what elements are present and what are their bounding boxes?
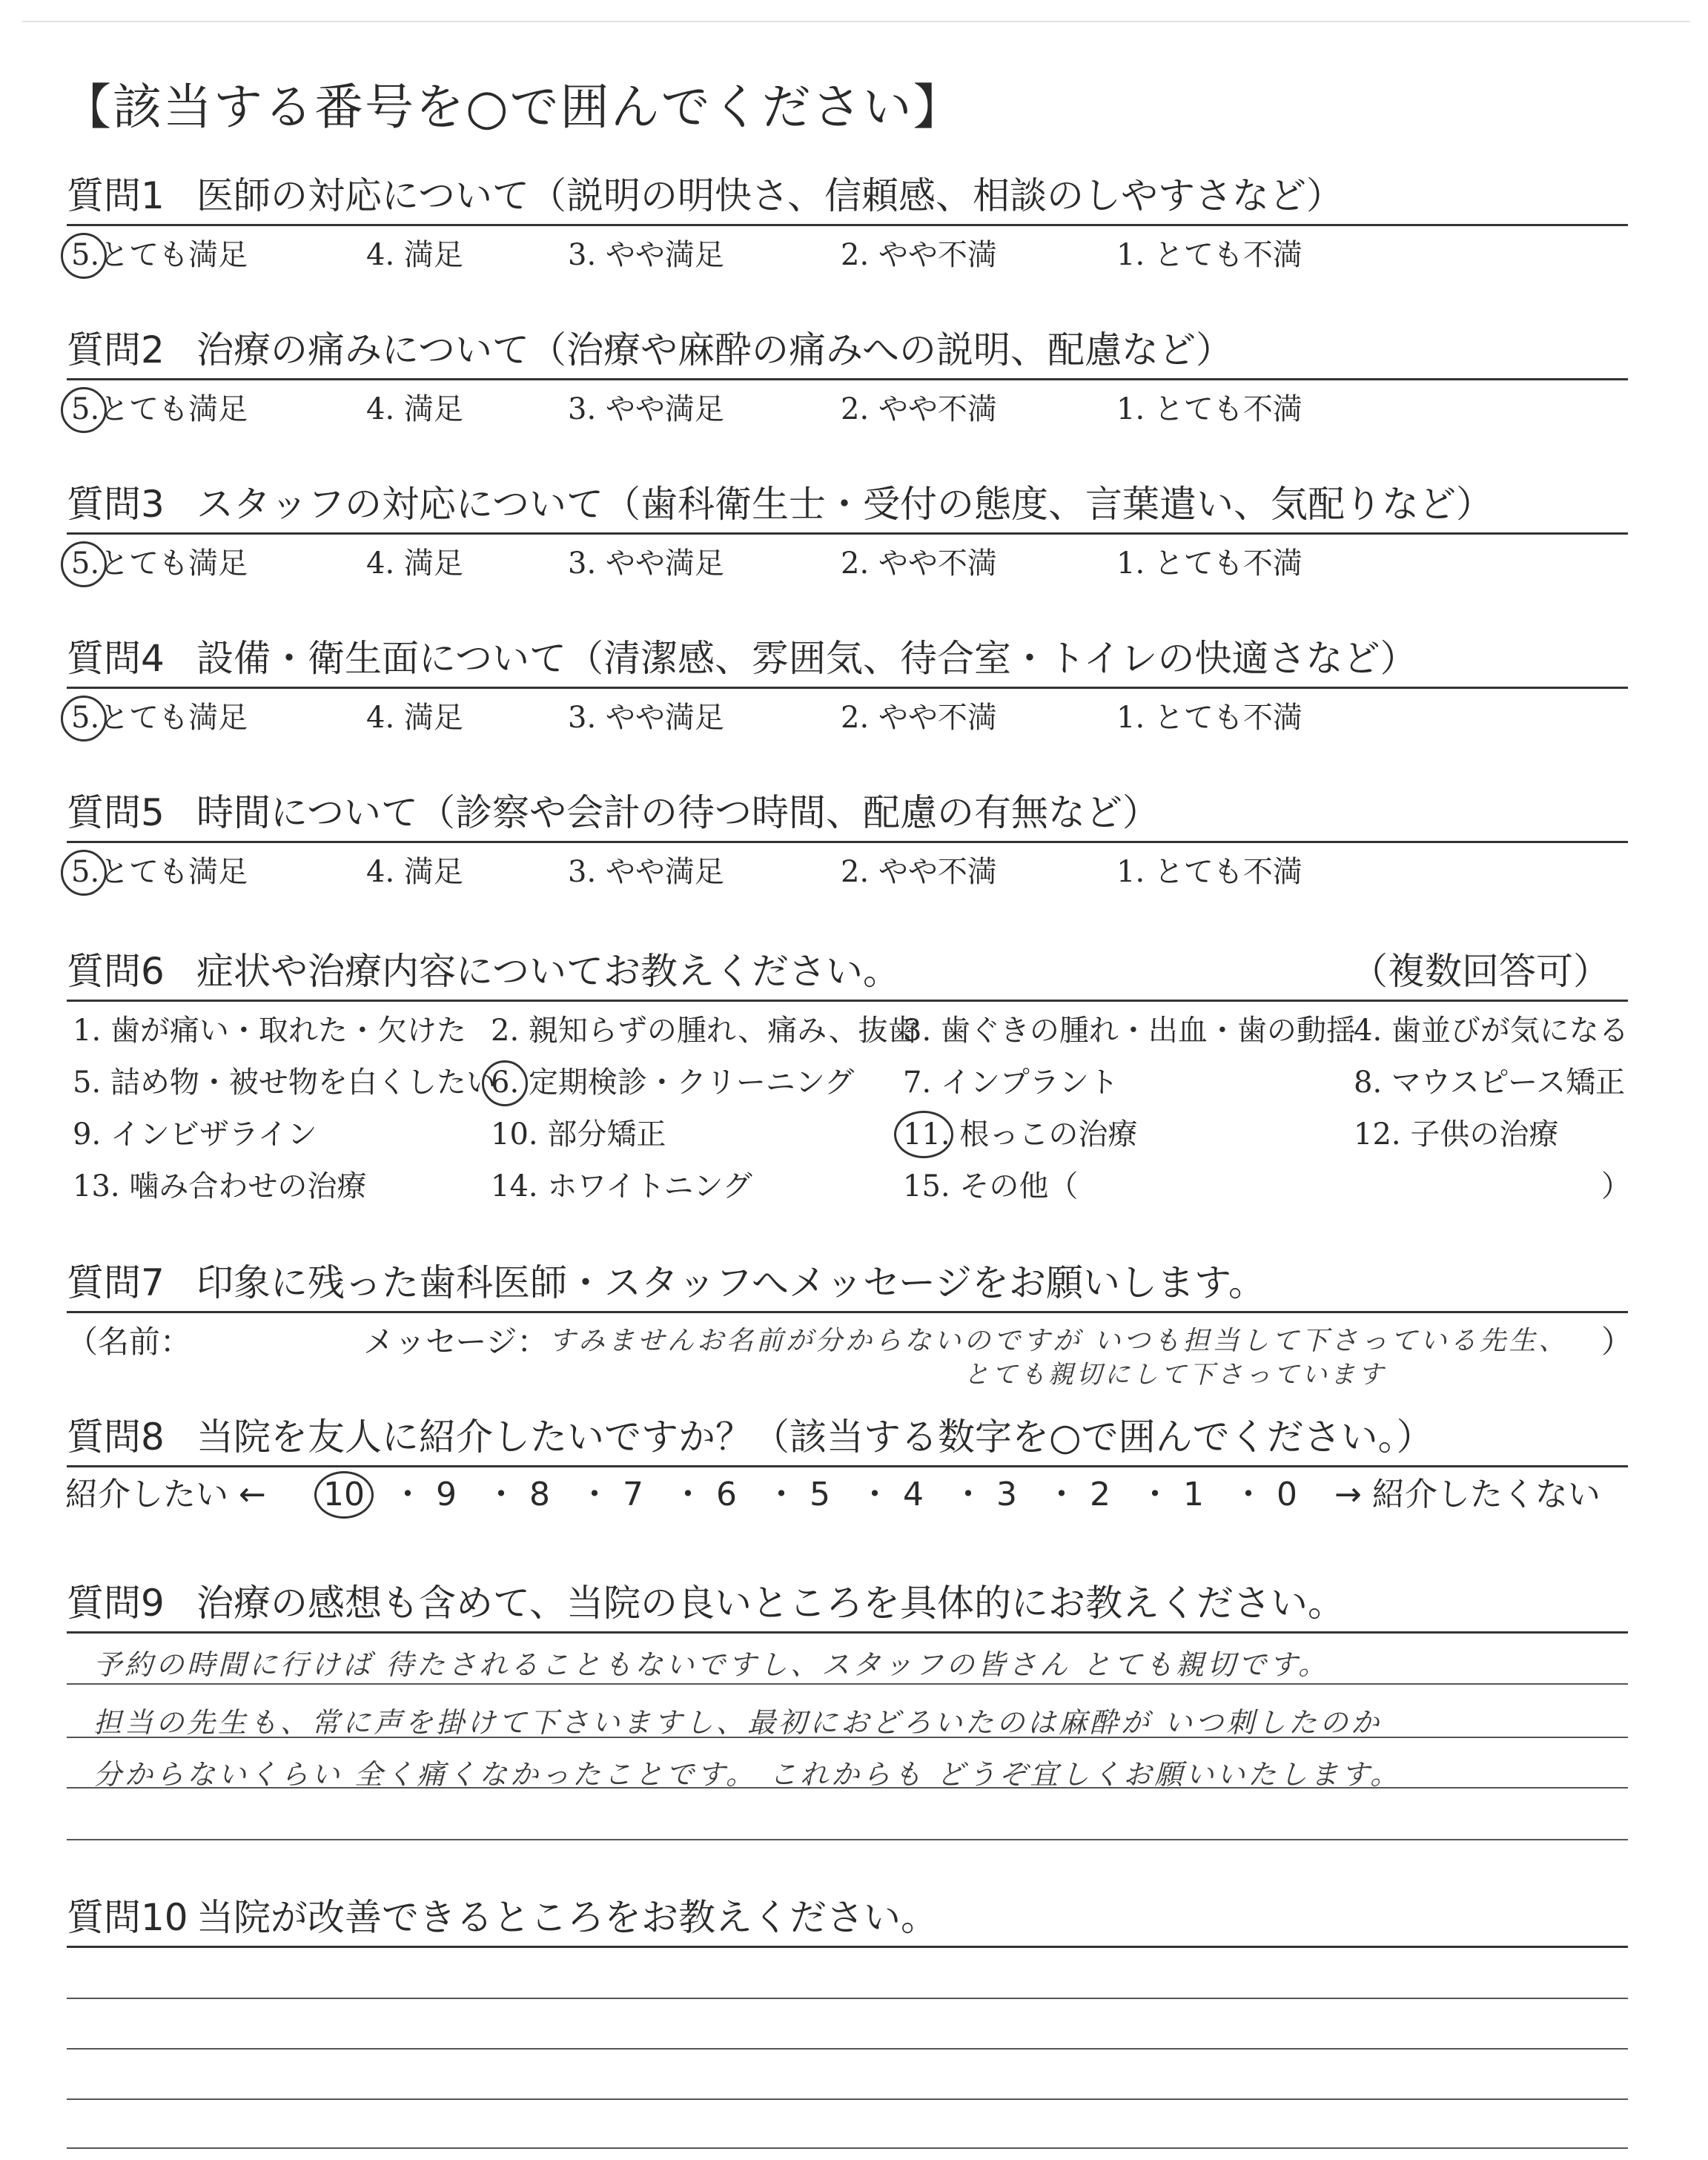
rating-options-3 (67, 543, 1628, 587)
divider (67, 1631, 1628, 1634)
option-3[interactable]: 3. やや満足 (568, 392, 724, 426)
scale-dot: ・ (1232, 1476, 1265, 1513)
other-close-paren: ） (1601, 1169, 1631, 1203)
scale-5[interactable]: 5 (810, 1476, 830, 1513)
question-text: 治療の痛みについて（治療や麻酔の痛みへの説明、配慮など） (196, 328, 1233, 371)
option-2[interactable]: 2. やや不満 (841, 546, 997, 581)
handwritten-answer-line-1: 予約の時間に行けば 待たされることもないですし、スタッフの皆さん とても親切です。 (93, 1648, 1330, 1681)
option-1[interactable]: 1. とても不満 (1116, 546, 1302, 581)
answer-line (67, 1839, 1628, 1840)
option-4[interactable]: 4. 満足 (366, 238, 463, 272)
question-1 (67, 172, 1343, 219)
top-border (22, 21, 1690, 22)
option-5[interactable]: 5.とても満足 (71, 392, 248, 426)
option-3[interactable]: 3. やや満足 (568, 701, 724, 735)
treatment-option-11[interactable]: 11. 根っこの治療 (903, 1117, 1138, 1152)
rating-options-4 (67, 697, 1628, 742)
option-2[interactable]: 2. やや不満 (841, 392, 997, 426)
treatment-option-3[interactable]: 3. 歯ぐきの腫れ・出血・歯の動揺 (903, 1014, 1356, 1048)
question-text: スタッフの対応について（歯科衛生士・受付の態度、言葉遣い、気配りなど） (196, 483, 1493, 526)
question-10 (67, 1894, 938, 1941)
answer-line (67, 1787, 1628, 1789)
treatment-option-13[interactable]: 13. 噛み合わせの治療 (73, 1169, 367, 1203)
scale-6[interactable]: 6 (716, 1476, 737, 1513)
treatment-option-8[interactable]: 8. マウスピース矯正 (1354, 1066, 1626, 1100)
question-text: 治療の感想も含めて、当院の良いところを具体的にお教えください。 (196, 1582, 1345, 1625)
handwritten-answer-line-3: 分からないくらい 全く痛くなかったことです。 これからも どうぞ宜しくお願いいたします。 (93, 1758, 1402, 1791)
question-number: 質問3 (67, 483, 165, 526)
divider (67, 687, 1628, 689)
scale-4[interactable]: 4 (903, 1476, 924, 1513)
recommend-scale (65, 1473, 1637, 1520)
answer-line (67, 2098, 1628, 2100)
option-2[interactable]: 2. やや不満 (841, 701, 997, 735)
option-1[interactable]: 1. とても不満 (1116, 855, 1302, 889)
treatment-option-5[interactable]: 5. 詰め物・被せ物を白くしたい (73, 1066, 496, 1100)
treatment-option-7[interactable]: 7. インプラント (903, 1066, 1119, 1100)
scale-dot: ・ (578, 1476, 611, 1513)
option-3[interactable]: 3. やや満足 (568, 238, 724, 272)
answer-line (67, 1683, 1628, 1685)
form-title: 【該当する番号を○で囲んでください】 (62, 79, 964, 136)
question-text: 設備・衛生面について（清潔感、雰囲気、待合室・トイレの快適さなど） (196, 637, 1417, 680)
divider (67, 841, 1628, 843)
divider (67, 378, 1628, 380)
answer-line (67, 2048, 1628, 2050)
divider (67, 532, 1628, 535)
option-4[interactable]: 4. 満足 (366, 701, 463, 735)
multiple-answer-note: （複数回答可） (1351, 950, 1610, 993)
handwritten-message-line-1: すみませんお名前が分からないのですが いつも担当して下さっている先生、 (549, 1326, 1569, 1356)
question-number: 質問5 (67, 791, 165, 834)
recommend-right-label: → 紹介したくない (1334, 1476, 1601, 1513)
answer-line (67, 1737, 1628, 1738)
scale-dot: ・ (672, 1476, 704, 1513)
rating-options-5 (67, 851, 1628, 896)
treatment-option-4[interactable]: 4. 歯並びが気になる (1354, 1014, 1629, 1048)
option-4[interactable]: 4. 満足 (366, 392, 463, 426)
treatment-option-14[interactable]: 14. ホワイトニング (491, 1169, 752, 1203)
message-label: メッセージ： (363, 1324, 549, 1360)
recommend-left-label: 紹介したい ← (65, 1476, 266, 1513)
treatment-row-2 (67, 1062, 1628, 1106)
scale-9[interactable]: 9 (436, 1476, 457, 1513)
question-text: 印象に残った歯科医師・スタッフへメッセージをお願いします。 (196, 1261, 1265, 1304)
question-text: 当院を友人に紹介したいですか？（該当する数字を○で囲んでください。） (196, 1416, 1434, 1459)
question-text: 症状や治療内容についてお教えください。 (196, 950, 900, 993)
question-8 (67, 1413, 1434, 1461)
divider (67, 1465, 1628, 1467)
handwritten-message-line-2: とても親切にして下さっています (964, 1360, 1386, 1390)
treatment-option-15[interactable]: 15. その他（ (903, 1169, 1079, 1203)
scale-dot: ・ (1045, 1476, 1078, 1513)
treatment-row-4 (67, 1166, 1631, 1210)
question-number: 質問1 (67, 174, 165, 217)
scale-7[interactable]: 7 (623, 1476, 643, 1513)
divider (67, 1311, 1628, 1313)
rating-options-2 (67, 389, 1628, 433)
divider (67, 1946, 1628, 1948)
question-number: 質問10 (67, 1896, 188, 1939)
question-7 (67, 1259, 1265, 1307)
option-5[interactable]: 5.とても満足 (71, 855, 248, 889)
option-1[interactable]: 1. とても不満 (1116, 701, 1302, 735)
answer-line (67, 2147, 1628, 2149)
question-4 (67, 635, 1417, 682)
question-number: 質問6 (67, 950, 165, 993)
scale-dot: ・ (858, 1476, 891, 1513)
rating-options-1 (67, 234, 1628, 279)
option-5[interactable]: 5.とても満足 (71, 238, 248, 272)
treatment-option-10[interactable]: 10. 部分矯正 (491, 1117, 666, 1152)
scale-dot: ・ (1139, 1476, 1171, 1513)
option-4[interactable]: 4. 満足 (366, 855, 463, 889)
treatment-option-2[interactable]: 2. 親知らずの腫れ、痛み、抜歯 (491, 1014, 918, 1048)
option-1[interactable]: 1. とても不満 (1116, 238, 1302, 272)
question-text: 当院が改善できるところをお教えください。 (196, 1896, 938, 1939)
treatment-option-1[interactable]: 1. 歯が痛い・取れた・欠けた (73, 1014, 466, 1048)
scale-dot: ・ (952, 1476, 984, 1513)
treatment-row-3 (67, 1114, 1628, 1158)
scale-10[interactable]: 10 (323, 1476, 365, 1513)
divider (67, 1000, 1628, 1002)
message-close-paren: ） (1601, 1324, 1633, 1360)
question-9 (67, 1579, 1345, 1627)
answer-line (67, 1998, 1628, 1999)
question-3 (67, 480, 1493, 528)
name-label: （名前： (67, 1324, 192, 1360)
question-text: 医師の対応について（説明の明快さ、信頼感、相談のしやすさなど） (196, 174, 1343, 217)
scale-3[interactable]: 3 (996, 1476, 1017, 1513)
scale-1[interactable]: 1 (1183, 1476, 1204, 1513)
scale-0[interactable]: 0 (1277, 1476, 1297, 1513)
option-3[interactable]: 3. やや満足 (568, 855, 724, 889)
question-number: 質問4 (67, 637, 165, 680)
divider (67, 224, 1628, 226)
question-number: 質問9 (67, 1582, 165, 1625)
question-number: 質問7 (67, 1261, 165, 1304)
treatment-option-9[interactable]: 9. インビザライン (73, 1117, 317, 1152)
scale-dot: ・ (765, 1476, 798, 1513)
option-1[interactable]: 1. とても不満 (1116, 392, 1302, 426)
option-4[interactable]: 4. 満足 (366, 546, 463, 581)
option-3[interactable]: 3. やや満足 (568, 546, 724, 581)
option-2[interactable]: 2. やや不満 (841, 238, 997, 272)
question-text: 時間について（診察や会計の待つ時間、配慮の有無など） (196, 791, 1159, 834)
question-number: 質問2 (67, 328, 165, 371)
treatment-option-12[interactable]: 12. 子供の治療 (1354, 1117, 1559, 1152)
question-6 (67, 948, 900, 995)
question-number: 質問8 (67, 1416, 165, 1459)
scale-2[interactable]: 2 (1090, 1476, 1110, 1513)
scale-8[interactable]: 8 (529, 1476, 550, 1513)
option-5[interactable]: 5.とても満足 (71, 701, 248, 735)
treatment-row-1 (67, 1010, 1628, 1054)
treatment-option-6[interactable]: 6. 定期検診・クリーニング (491, 1066, 855, 1100)
scale-dot: ・ (485, 1476, 517, 1513)
handwritten-answer-line-2: 担当の先生も、常に声を掛けて下さいますし、最初におどろいたのは麻酔が いつ刺したのか (93, 1706, 1383, 1739)
question-5 (67, 789, 1159, 836)
question-2 (67, 326, 1233, 374)
option-5[interactable]: 5.とても満足 (71, 546, 248, 581)
option-2[interactable]: 2. やや不満 (841, 855, 997, 889)
scale-dot: ・ (391, 1476, 424, 1513)
